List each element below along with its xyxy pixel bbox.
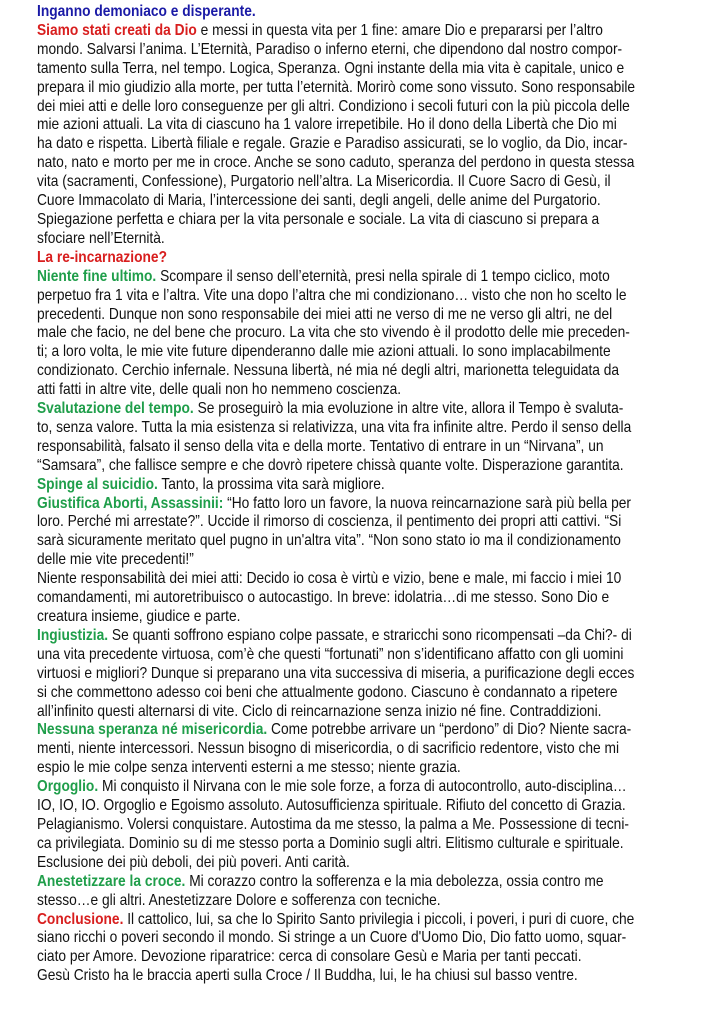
body-line: menti, niente intercessori. Nessun bisogno di misericordia, o di sacrificio redentore, visto che mi (37, 740, 620, 758)
body-text: Se quanti soffrono espiano colpe passate, e straricchi sono ricompensati –da Chi?- di (108, 626, 632, 644)
body-line: Esclusione dei più deboli, dei più poveri. Anti carità. (37, 853, 350, 871)
body-line: vita (sacramenti, Confessione), Purgatorio nell’altra. La Misericordia. Il Cuore Sacro di Gesù, il (37, 173, 611, 191)
body-text: e messi in questa vita per 1 fine: amare Dio e prepararsi per l’altro (196, 21, 603, 39)
body-line: Pelagianismo. Volersi conquistare. Autostima da me stesso, la palma a Me. Possessione di tecni- (37, 815, 629, 833)
section-lead: Giustifica Aborti, Assassinii: (37, 494, 224, 512)
body-line: Gesù Cristo ha le braccia aperti sulla Croce / Il Buddha, lui, le ha chiusi sul basso ventre. (37, 967, 578, 985)
section-creati-da-dio (37, 22, 691, 249)
body-line: creatura insieme, giudice e parte. (37, 608, 241, 625)
section-anestetizzare-la-croce (37, 873, 691, 911)
document-page (37, 3, 691, 986)
body-line: responsabilità, falsato il senso della vita e della morte. Tentativo di entrare in un “Nirvana”, un (37, 437, 604, 455)
section-reincarnazione-heading-block (37, 249, 691, 268)
body-line: Spiegazione perfetta e chiara per la vita personale e sociale. La vita di ciascuno si prepara a (37, 210, 600, 228)
section-lead: Siamo stati creati da Dio (37, 21, 197, 39)
section-svalutazione-del-tempo (37, 400, 691, 476)
section-spinge-al-suicidio (37, 476, 691, 495)
section-lead: Orgoglio. (37, 778, 99, 796)
body-text: “Ho fatto loro un favore, la nuova reincarnazione sarà più bella per (223, 494, 632, 512)
body-line: mie azioni attuali. La vita di ciascuno ha 1 valore irrepetibile. Ho il dono della Libertà che Dio mi (37, 116, 617, 134)
body-line: tamento sulla Terra, nel tempo. Logica, Speranza. Ogni instante della mia vita è capitale, unico e (37, 59, 625, 77)
section-heading: La re-incarnazione? (37, 248, 167, 266)
section-ingiustizia (37, 627, 691, 722)
body-line: delle mie vite precedenti!” (37, 551, 194, 569)
body-line: Cuore Immacolato di Maria, l’intercessione dei santi, degli angeli, delle anime del Purgatorio. (37, 192, 601, 210)
body-text: Se proseguirò la mia evoluzione in altre vite, allora il Tempo è svaluta- (193, 400, 624, 418)
body-line: sarà sicuramente meritato quel pugno in un'altra vita”. “Non sono stato io ma il condizionamento (37, 532, 621, 550)
body-line: virtuosi e migliori? Dunque si preparano una vita successiva di miseria, a purificazione degli ecces (37, 664, 635, 682)
section-lead: Ingiustizia. (37, 626, 109, 644)
body-line: stesso…e gli altri. Anestetizzare Dolore e sofferenza con tecniche. (37, 891, 441, 909)
body-text: Il cattolico, lui, sa che lo Spirito Santo privilegia i piccoli, i poveri, i puri di cuore, che (123, 910, 635, 928)
section-orgoglio (37, 778, 691, 873)
section-niente-responsabilita (37, 570, 691, 627)
section-lead: Niente fine ultimo. (37, 267, 157, 285)
section-lead: Spinge al suicidio. (37, 475, 158, 493)
body-line: espio le mie colpe senza interventi esterni a me stesso; niente grazia. (37, 759, 461, 777)
body-text: Scompare il senso dell’eternità, presi nella spirale di 1 tempo ciclico, moto (156, 267, 610, 285)
section-lead: Anestetizzare la croce. (37, 872, 186, 890)
section-lead: Svalutazione del tempo. (37, 400, 194, 418)
section-lead: Nessuna speranza né misericordia. (37, 721, 268, 739)
body-line: ca privilegiata. Dominio su di me stesso porta a Dominio sugli altri. Elitismo culturale e spirituale. (37, 834, 624, 852)
section-lead: Conclusione. (37, 910, 124, 928)
section-nessuna-speranza (37, 721, 691, 778)
body-line: precedenti. Dunque non sono responsabile dei miei atti ne verso di me ne verso gli altri, ne del (37, 305, 613, 323)
body-line: all’infinito questi alternarsi di vite. Ciclo di reincarnazione senza inizio né fine. Contraddizioni. (37, 702, 602, 720)
section-conclusione (37, 911, 691, 987)
body-line: IO, IO, IO. Orgoglio e Egoismo assoluto. Autosufficienza spirituale. Rifiuto del concetto di Grazia. (37, 797, 626, 815)
body-text: Tanto, la prossima vita sarà migliore. (157, 475, 385, 493)
body-line: to, senza valore. Tutta la mia esistenza si relativizza, una vita fra infinite altre. Perdo il senso della (37, 418, 632, 436)
document-title-block (37, 3, 691, 22)
body-line: si che commettono adesso coi beni che attualmente godono. Ciascuno è condannato a ripetere (37, 683, 618, 701)
body-line: una vita precedente virtuosa, com’è che questi “fortunati” non s’identificano affatto con gli uomini (37, 645, 624, 663)
body-line: ti; a loro volta, le mie vite future dipenderanno dalle mie azioni attuali. Io sono implacabilmente (37, 343, 611, 361)
body-line: “Samsara”, che fallisce sempre e che dovrò ripetere chissà quante volte. Disperazione garantita. (37, 456, 624, 474)
body-line: atti fatti in altre vite, delle quali non ho nemmeno coscienza. (37, 381, 402, 399)
body-line: ha dato e rispetta. Libertà filiale e regale. Grazie e Paradiso assicurati, se lo voglio, da Dio, incar- (37, 135, 628, 153)
body-line: ciato per Amore. Devozione riparatrice: cerca di consolare Gesù e Maria per tanti peccati. (37, 948, 582, 966)
body-line: sfociare nell’Eternità. (37, 229, 165, 247)
body-line: loro. Perché mi arrestate?”. Uccide il rimorso di coscienza, il pentimento dei propri atti cattivi. “Si (37, 513, 622, 531)
body-line: Niente responsabilità dei miei atti: Decido io cosa è virtù e vizio, bene e male, mi faccio i miei 10 (37, 570, 622, 588)
document-title: Inganno demoniaco e disperante. (37, 3, 256, 20)
body-text: Come potrebbe arrivare un “perdono” di Dio? Niente sacra- (267, 721, 632, 739)
body-line: dei miei atti e delle loro conseguenze per gli altri. Condiziono i secoli futuri con la più piccola delle (37, 97, 630, 115)
body-line: condizionato. Cerchio infernale. Nessuna libertà, né mia né degli altri, marionetta teleguidata da (37, 362, 620, 380)
body-text: Mi corazzo contro la sofferenza e la mia debolezza, ossia contro me (185, 872, 604, 890)
body-line: comandamenti, mi autoretribuisco o autocastigo. In breve: idolatria…di me stesso. Sono Dio e (37, 589, 610, 607)
body-line: male che facio, ne del bene che procuro. La vita che sto vivendo è il prodotto delle mie preceden- (37, 324, 630, 342)
section-giustifica-aborti (37, 495, 691, 571)
body-line: prepara il mio giudizio alla morte, per tutta l’eternità. Morirò come sono vissuto. Sono responsabile (37, 78, 636, 96)
body-line: siano ricchi o poveri secondo il mondo. Si stringe a un Cuore d'Uomo Dio, Dio fatto uomo, squar- (37, 929, 627, 947)
section-niente-fine-ultimo (37, 268, 691, 400)
body-line: nato, nato e morto per me in croce. Anche se sono caduto, speranza del perdono in questa stessa (37, 154, 635, 172)
body-line: perpetuo fra 1 vita e l’altra. Vite una dopo l’altra che mi condizionano… visto che non ho scelto le (37, 286, 627, 304)
body-line: mondo. Salvarsi l’anima. L’Eternità, Paradiso o inferno eterni, che dipendono dal nostro compor- (37, 40, 623, 58)
body-text: Mi conquisto il Nirvana con le mie sole forze, a forza di autocontrollo, auto-disciplina… (98, 778, 627, 796)
